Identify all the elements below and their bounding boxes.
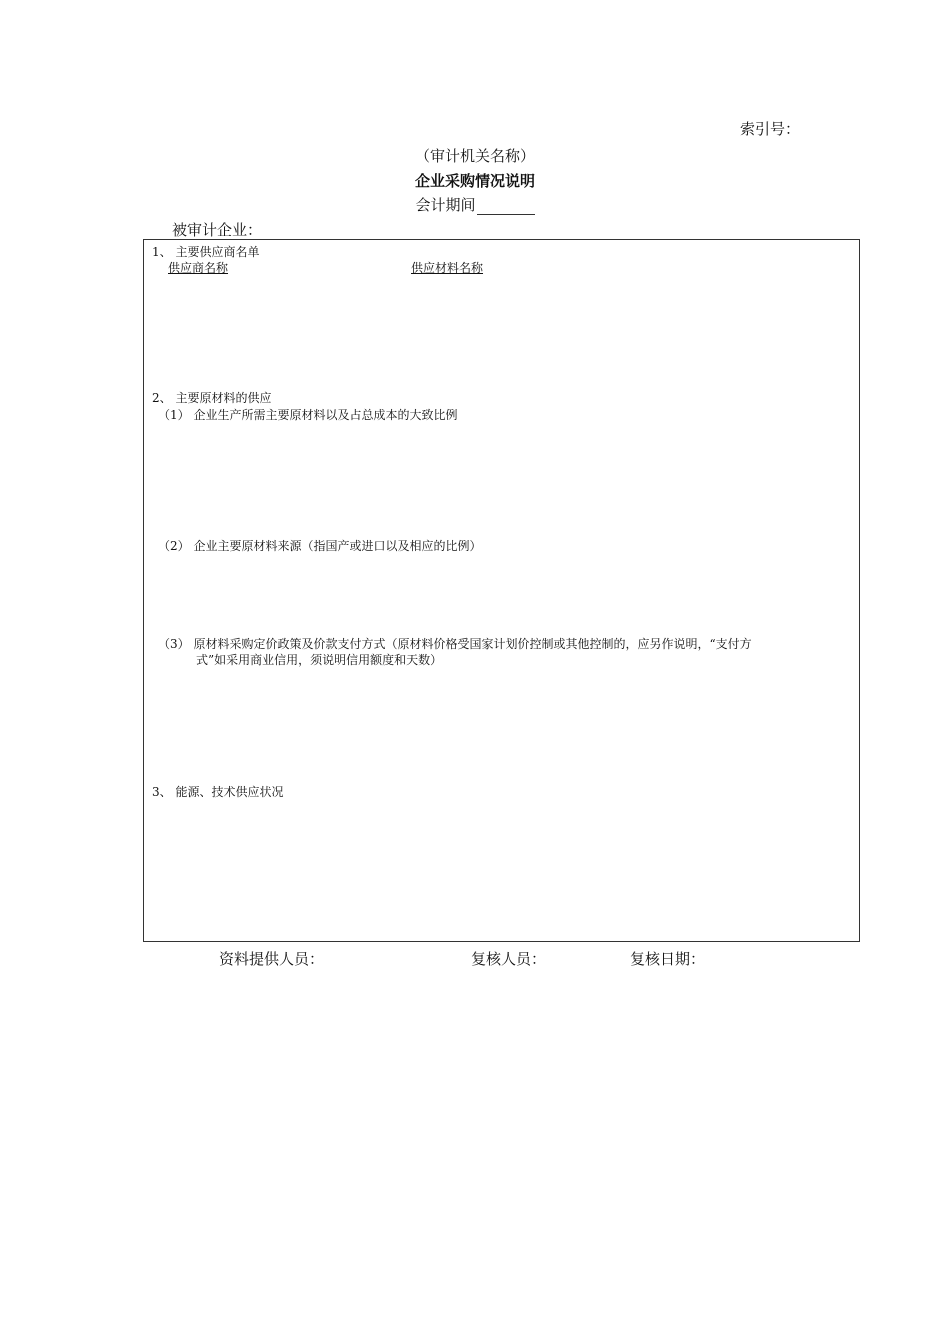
column-material-name: 供应材料名称 (411, 261, 484, 275)
index-number-label: 索引号： (740, 120, 801, 138)
document-title: 企业采购情况说明 (414, 172, 535, 190)
audit-org-name: （审计机关名称） (414, 147, 535, 165)
accounting-period-label: 会计期间 (415, 196, 476, 214)
accounting-period-blank (477, 200, 535, 215)
content-box (143, 239, 860, 942)
section-2-item-3-line-2: 式”如采用商业信用，须说明信用额度和天数） (196, 653, 443, 667)
column-supplier-name: 供应商名称 (168, 261, 229, 275)
footer-provider-label: 资料提供人员： (219, 950, 325, 968)
section-2-item-3-line-1: （3） 原材料采购定价政策及价款支付方式（原材料价格受国家计划价控制或其他控制的，应另作说明，“支付方 (158, 637, 752, 651)
accounting-period (0, 194, 950, 215)
section-2-item-1: （1） 企业生产所需主要原材料以及占总成本的大致比例 (158, 408, 458, 422)
section-2-title: 2、 主要原材料的供应 (152, 391, 272, 405)
footer-review-date-label: 复核日期： (630, 950, 706, 968)
section-2-item-2: （2） 企业主要原材料来源（指国产或进口以及相应的比例） (158, 539, 482, 553)
audited-enterprise-label: 被审计企业： (172, 221, 263, 239)
section-3-title: 3、 能源、技术供应状况 (152, 785, 284, 799)
section-1-title: 1、 主要供应商名单 (152, 245, 260, 259)
footer-reviewer-label: 复核人员： (471, 950, 547, 968)
